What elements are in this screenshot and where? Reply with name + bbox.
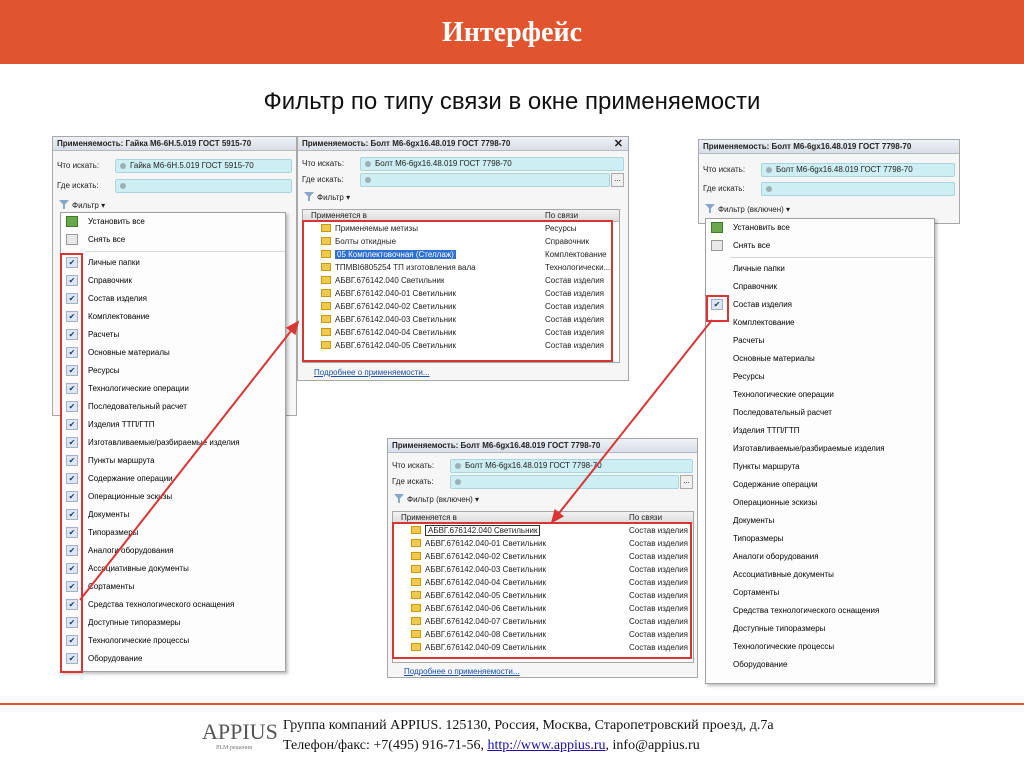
filter-menu-item-label: Операционные эскизы [88, 492, 173, 501]
filter-menu-item-label: Комплектование [733, 318, 795, 327]
slide-title: Интерфейс [0, 0, 1024, 64]
filter-label: Фильтр (включен) [718, 205, 784, 214]
window-title: Применяемость: Гайка М6-6Н.5.019 ГОСТ 5915-70 [53, 137, 296, 151]
company-logo [202, 716, 278, 756]
filter-menu-item-label: Последовательный расчет [88, 402, 187, 411]
column-link-type[interactable]: По связи [629, 513, 663, 522]
checkmark-icon: ✔ [66, 473, 78, 484]
checkmark-icon: ✔ [66, 293, 78, 304]
row-name: АБВГ.676142.040-06 Светильник [425, 604, 547, 613]
row-name: АБВГ.676142.040-01 Светильник [335, 289, 457, 298]
filter-menu-item-label: Изделия ТТП/ГТП [733, 426, 800, 435]
filter-menu-item-label: Ресурсы [88, 366, 120, 375]
filter-menu-item-label: Оборудование [88, 654, 143, 663]
row-name: АБВГ.676142.040-04 Светильник [425, 578, 547, 587]
filter-menu-item-label: Типоразмеры [88, 528, 139, 537]
checkmark-icon: ✔ [66, 563, 78, 574]
footer-contacts [283, 716, 774, 756]
slide-subtitle: Фильтр по типу связи в окне применяемости [263, 88, 761, 115]
filter-menu-item-label: Технологические процессы [733, 642, 835, 651]
menu-item-set-all[interactable]: Установить все [61, 213, 285, 231]
checkmark-icon: ✔ [66, 329, 78, 340]
search-field[interactable]: Болт М6-6gх16.48.019 ГОСТ 7798-70 [360, 157, 624, 171]
checkmark-icon: ✔ [66, 383, 78, 394]
filter-menu-item-label: Справочник [733, 282, 777, 291]
checkmark-icon: ✔ [66, 527, 78, 538]
filter-menu-item-label: Комплектование [88, 312, 150, 321]
row-link-type: Состав изделия [629, 526, 689, 535]
browse-button[interactable]: ... [611, 173, 624, 187]
filter-menu-item-label: Сортаменты [733, 588, 780, 597]
row-name: АБВГ.676142.040 Светильник [335, 276, 445, 285]
window-title: Применяемость: Болт М6-6gх16.48.019 ГОСТ 7798-70 [699, 140, 959, 154]
row-link-type: Состав изделия [545, 289, 605, 298]
logo-subtext: PLM решения [216, 745, 252, 751]
checkmark-icon: ✔ [66, 545, 78, 556]
filter-menu-item-label: Содержание операции [733, 480, 818, 489]
row-name: АБВГ.676142.040-09 Светильник [425, 643, 547, 652]
checkmark-icon: ✔ [66, 617, 78, 628]
search-label: Что искать: [57, 161, 100, 170]
filter-menu-item-label: Средства технологического оснащения [733, 606, 880, 615]
row-link-type: Состав изделия [629, 617, 689, 626]
filter-menu-item-label: Документы [733, 516, 775, 525]
search-field[interactable]: Болт М6-6gх16.48.019 ГОСТ 7798-70 [450, 459, 693, 473]
menu-item-set-all[interactable]: Установить все [706, 219, 934, 237]
row-link-type: Состав изделия [629, 630, 689, 639]
checkmark-icon: ✔ [66, 581, 78, 592]
close-icon[interactable]: ✕ [613, 138, 623, 150]
search-field[interactable]: Болт М6-6gх16.48.019 ГОСТ 7798-70 [761, 163, 955, 177]
column-applied-in[interactable]: Применяется в [401, 513, 457, 522]
footer-address: Группа компаний APPIUS. 125130, Россия, Москва, Старопетровский проезд, д.7а [283, 718, 774, 733]
checkmark-icon: ✔ [66, 401, 78, 412]
filter-menu-item-label: Пункты маршрута [733, 462, 800, 471]
row-name: АБВГ.676142.040-04 Светильник [335, 328, 457, 337]
row-link-type: Состав изделия [545, 302, 605, 311]
row-name: АБВГ.676142.040-01 Светильник [425, 539, 547, 548]
row-name: АБВГ.676142.040-07 Светильник [425, 617, 547, 626]
row-link-type: Состав изделия [629, 552, 689, 561]
checkmark-icon: ✔ [66, 599, 78, 610]
row-link-type: Состав изделия [629, 565, 689, 574]
filter-button[interactable]: Фильтр (включен) ▾ [394, 493, 479, 507]
browse-button[interactable]: ... [680, 475, 693, 489]
filter-menu-item-label: Технологические процессы [88, 636, 190, 645]
row-link-type: Состав изделия [545, 328, 605, 337]
filter-menu-item-label: Оборудование [733, 660, 788, 669]
checkmark-icon: ✔ [66, 635, 78, 646]
row-link-type: Состав изделия [629, 578, 689, 587]
checkmark-icon: ✔ [66, 365, 78, 376]
row-link-type: Ресурсы [545, 224, 577, 233]
filter-menu-item-label: Средства технологического оснащения [88, 600, 235, 609]
row-name: ТПМВI6805254 ТП изготовления вала [335, 263, 476, 272]
filter-menu-item-label: Типоразмеры [733, 534, 784, 543]
filter-menu-item-label: Состав изделия [88, 294, 148, 303]
filter-menu-item-label: Основные материалы [88, 348, 170, 357]
checkmark-icon: ✔ [66, 437, 78, 448]
filter-menu-item-label: Расчеты [88, 330, 120, 339]
arrow-left-to-top [80, 322, 298, 600]
filter-label: Фильтр [72, 201, 99, 210]
row-link-type: Состав изделия [629, 643, 689, 652]
filter-menu-item-label: Основные материалы [733, 354, 815, 363]
filter-label: Фильтр [317, 193, 344, 202]
window-title: Применяемость: Болт М6-6gх16.48.019 ГОСТ 7798-70 [388, 439, 697, 453]
filter-menu-item-label: Личные папки [88, 258, 140, 267]
row-name: АБВГ.676142.040-05 Светильник [425, 591, 547, 600]
row-name: АБВГ.676142.040-03 Светильник [335, 315, 457, 324]
row-link-type: Справочник [545, 237, 589, 246]
footer-divider [0, 703, 1024, 705]
filter-menu-item-label: Изготавливаемые/разбираемые изделия [88, 438, 240, 447]
website-link[interactable]: http://www.appius.ru [487, 738, 606, 753]
filter-menu-item-label: Ассоциативные документы [733, 570, 834, 579]
footer-phone-line: Телефон/факс: +7(495) 916-71-56, http://www.appius.ru, info@appius.ru [283, 738, 700, 753]
row-link-type: Технологически... [545, 263, 611, 272]
filter-menu-item-label: Личные папки [733, 264, 785, 273]
checkmark-icon: ✔ [66, 347, 78, 358]
row-name: АБВГ.676142.040-08 Светильник [425, 630, 547, 639]
filter-menu-item-label: Ресурсы [733, 372, 765, 381]
row-name: АБВГ.676142.040-02 Светильник [425, 552, 547, 561]
row-link-type: Состав изделия [629, 591, 689, 600]
more-info-link[interactable]: Подробнее о применяемости... [404, 667, 520, 676]
filter-menu-item-label: Пункты маршрута [88, 456, 155, 465]
filter-menu-item-label: Содержание операции [88, 474, 173, 483]
menu-item-clear-all[interactable]: Снять все [61, 231, 285, 249]
row-name: Применяемые метизы [335, 224, 418, 233]
filter-menu-item-label: Технологические операции [88, 384, 189, 393]
logo-text: APPIUS [202, 719, 278, 744]
checkmark-icon: ✔ [66, 653, 78, 664]
filter-menu-item-label: Последовательный расчет [733, 408, 832, 417]
more-info-link[interactable]: Подробнее о применяемости... [314, 368, 430, 377]
filter-menu-item-label: Состав изделия [733, 300, 793, 309]
row-link-type: Состав изделия [545, 315, 605, 324]
row-link-type: Состав изделия [629, 604, 689, 613]
search-label: Что искать: [392, 461, 435, 470]
filter-menu-item-label: Технологические операции [733, 390, 834, 399]
checkmark-icon: ✔ [66, 455, 78, 466]
column-applied-in[interactable]: Применяется в [311, 211, 367, 220]
row-name: Болты откидные [335, 237, 397, 246]
search-label: Что искать: [703, 165, 746, 174]
where-label: Где искать: [57, 181, 99, 190]
filter-menu-item-label: Аналоги оборудования [88, 546, 174, 555]
row-link-type: Состав изделия [629, 539, 689, 548]
checkmark-icon: ✔ [66, 257, 78, 268]
window-title: Применяемость: Болт М6-6gх16.48.019 ГОСТ 7798-70 ✕ [298, 137, 628, 151]
row-name: 05 Комплектовочная (Стеллаж) [337, 250, 454, 259]
filter-menu-item-label: Сортаменты [88, 582, 135, 591]
filter-button[interactable]: Фильтр ▾ [59, 199, 105, 213]
filter-menu-item-label: Документы [88, 510, 130, 519]
row-name: АБВГ.676142.040-02 Светильник [335, 302, 457, 311]
menu-item-clear-all[interactable]: Снять все [706, 237, 934, 255]
checkmark-icon: ✔ [66, 419, 78, 430]
search-label: Что искать: [302, 159, 345, 168]
row-name: АБВГ.676142.040-03 Светильник [425, 565, 547, 574]
filter-label: Фильтр (включен) [407, 495, 473, 504]
filter-button[interactable]: Фильтр ▾ [304, 191, 350, 205]
filter-menu-item-label: Справочник [88, 276, 132, 285]
row-link-type: Состав изделия [545, 341, 605, 350]
where-label: Где искать: [392, 477, 434, 486]
where-label: Где искать: [302, 175, 344, 184]
filter-menu-item-label: Изделия ТТП/ГТП [88, 420, 155, 429]
filter-menu-item-label: Ассоциативные документы [88, 564, 189, 573]
filter-menu-item-label: Расчеты [733, 336, 765, 345]
filter-menu-item-label: Аналоги оборудования [733, 552, 819, 561]
row-name: АБВГ.676142.040-05 Светильник [335, 341, 457, 350]
row-link-type: Комплектование [545, 250, 607, 259]
filter-menu-item-label: Доступные типоразмеры [88, 618, 181, 627]
checkmark-icon: ✔ [66, 275, 78, 286]
column-link-type[interactable]: По связи [545, 211, 579, 220]
filter-menu-item-label: Доступные типоразмеры [733, 624, 826, 633]
checkmark-icon: ✔ [711, 299, 723, 310]
filter-menu-item-label: Операционные эскизы [733, 498, 818, 507]
where-label: Где искать: [703, 184, 745, 193]
checkmark-icon: ✔ [66, 509, 78, 520]
checkmark-icon: ✔ [66, 311, 78, 322]
search-field[interactable]: Гайка М6-6Н.5.019 ГОСТ 5915-70 [115, 159, 292, 173]
checkmark-icon: ✔ [66, 491, 78, 502]
row-link-type: Состав изделия [545, 276, 605, 285]
filter-button[interactable]: Фильтр (включен) ▾ [705, 203, 790, 217]
arrow-right-to-bottom [552, 320, 712, 522]
row-name: АБВГ.676142.040 Светильник [425, 525, 540, 536]
filter-menu-item-label: Изготавливаемые/разбираемые изделия [733, 444, 885, 453]
